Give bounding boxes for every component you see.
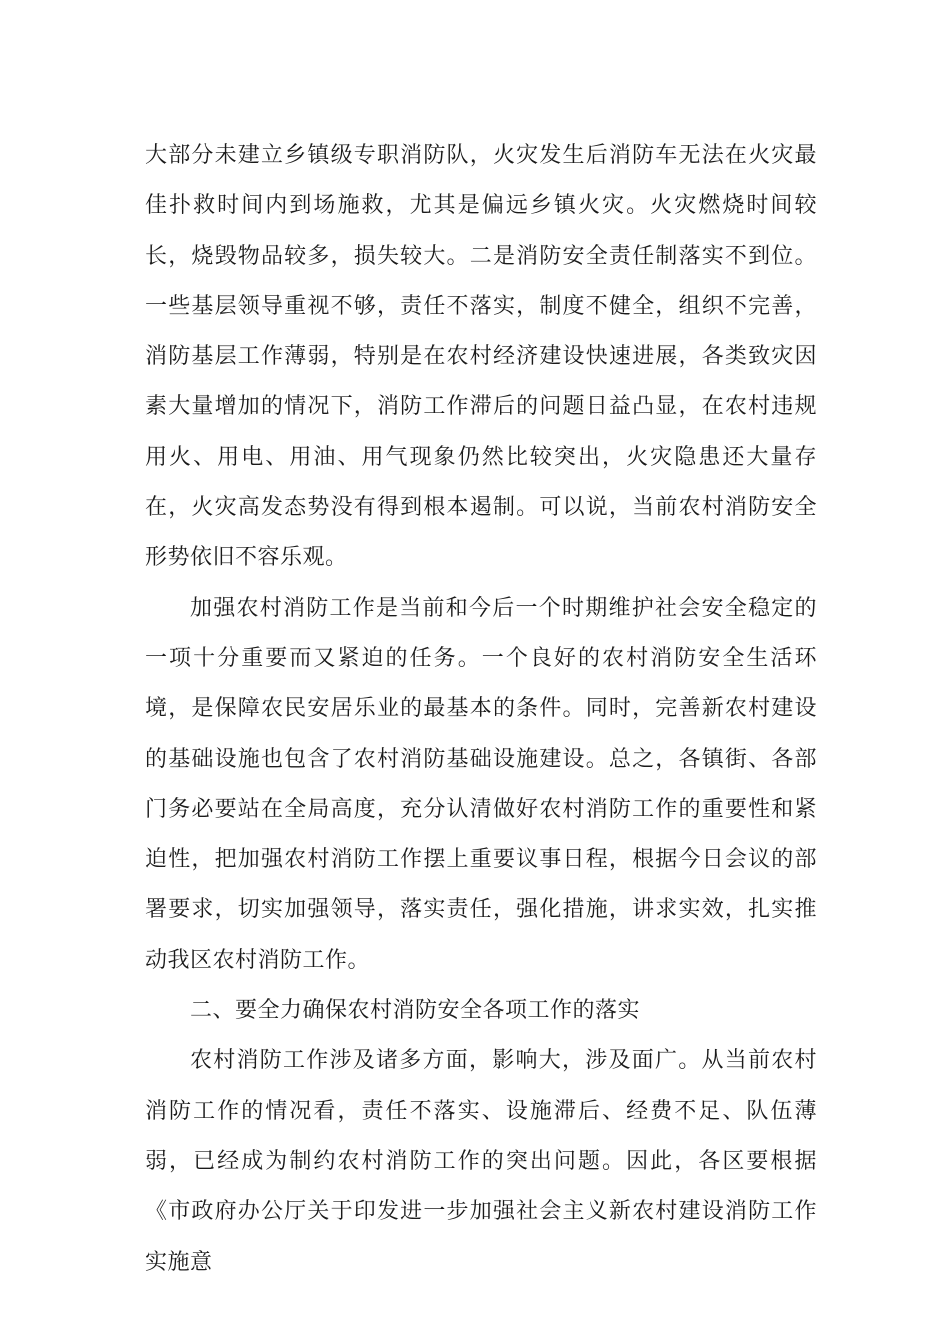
paragraph-importance: 加强农村消防工作是当前和今后一个时期维护社会安全稳定的一项十分重要而又紧迫的任务。一个良好的农村消防安全生活环境，是保障农民安居乐业的最基本的条件。同时，完善新农村建设的基础设施也包含了农村消防基础设施建设。总之，各镇街、各部门务必要站在全局高度，充分认清做好农村消防工作的重要性和紧迫性，把加强农村消防工作摆上重要议事日程，根据今日会议的部署要求，切实加强领导，落实责任，强化措施，讲求实效，扎实推动我区农村消防工作。	[145, 595, 817, 973]
section-heading-two: 二、要全力确保农村消防安全各项工作的落实	[190, 998, 641, 1024]
document-body	[145, 131, 817, 1288]
paragraph-fire-situation: 大部分未建立乡镇级专职消防队，火灾发生后消防车无法在火灾最佳扑救时间内到场施救，尤其是偏远乡镇火灾。火灾燃烧时间较长，烧毁物品较多，损失较大。二是消防安全责任制落实不到位。一些基层领导重视不够，责任不落实，制度不健全，组织不完善，消防基层工作薄弱，特别是在农村经济建设快速进展，各类致灾因素大量增加的情况下，消防工作滞后的问题日益凸显，在农村违规用火、用电、用油、用气现象仍然比较突出，火灾隐患还大量存在，火灾高发态势没有得到根本遏制。可以说，当前农村消防安全形势依旧不容乐观。	[145, 143, 817, 571]
paragraph-problems: 农村消防工作涉及诸多方面，影响大，涉及面广。从当前农村消防工作的情况看，责任不落实、设施滞后、经费不足、队伍薄弱，已经成为制约农村消防工作的突出问题。因此，各区要根据《市政府办公厅关于印发进一步加强社会主义新农村建设消防工作实施意	[145, 1048, 817, 1275]
